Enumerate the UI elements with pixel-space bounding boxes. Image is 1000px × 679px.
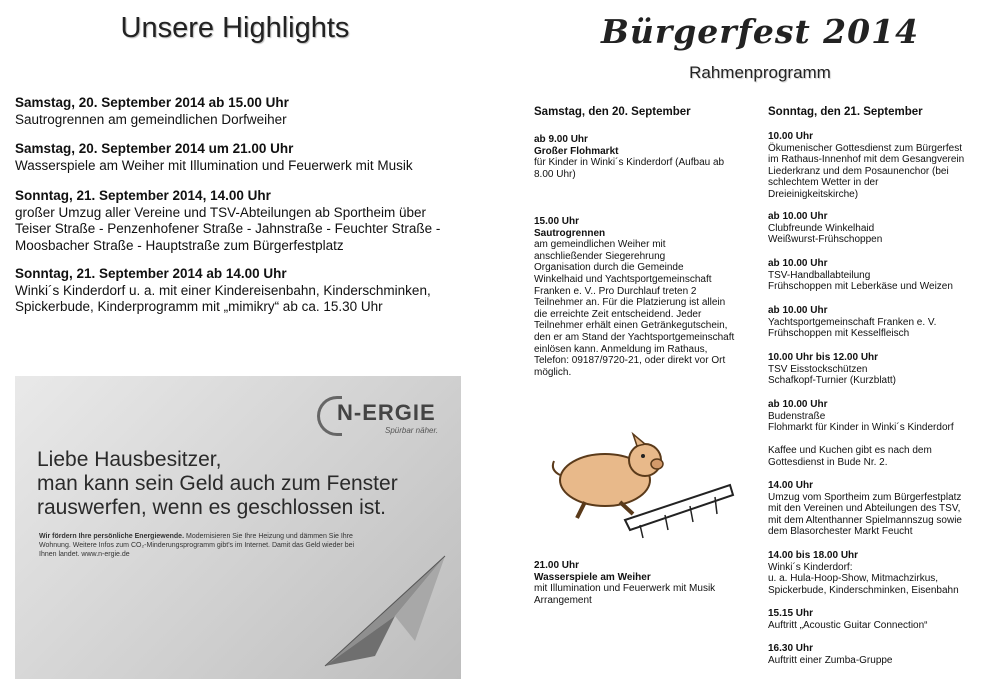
event-description: Clubfreunde Winkelhaid Weißwurst-Frühschoppen [768,222,883,246]
event-description: Ökumenischer Gottesdienst zum Bürgerfest im Rathaus-Innenhof mit dem Gesangverein Liederkranz und dem Posaunenchor (bei schlechtem Wetter in der Dreieinigkeitskirche) [768,142,965,200]
event-description: Winki´s Kinderdorf: u. a. Hula-Hoop-Show, Mitmachzirkus, Spickerbude, Kinderschminken, Eisenbahn [768,561,959,596]
ad-headline-line: man kann sein Geld auch zum Fenster [37,472,398,495]
event-description: Auftritt „Acoustic Guitar Connection“ [768,619,928,631]
event-time: 15.00 Uhr [534,216,580,227]
event-time: 16.30 Uhr [768,643,814,654]
ad-headline-line: rauswerfen, wenn es geschlossen ist. [37,496,387,519]
highlight-text: großer Umzug aller Vereine und TSV-Abteilungen ab Sportheim über Teiser Straße - Penzenhofener Straße - Jahnstraße - Feuchter Straße - Moosbacher Straße - Hauptstraße zum Bürgerfestplatz [15,204,441,253]
highlight-text: Winki´s Kinderdorf u. a. mit einer Kindereisenbahn, Kinderschminken, Spickerbude, Kinderprogramm mit „mimikry“ ab ca. 15.30 Uhr [15,282,431,314]
program-event [534,134,754,180]
program-note [768,445,990,468]
event-name: Wasserspiele am Weiher [534,571,651,583]
program-event [768,305,990,340]
event-time: 14.00 bis 18.00 Uhr [768,550,859,561]
program-event [768,608,990,631]
logo-wordmark: N-ERGIE [337,400,436,425]
highlight-item [15,188,465,254]
event-description: Auftritt einer Zumba-Gruppe [768,654,893,666]
event-description: TSV-Handballabteilung Frühschoppen mit Leberkäse und Weizen [768,269,953,293]
ad-headline [37,448,457,520]
program-event [768,399,990,434]
highlight-item [15,141,465,174]
event-time: 21.00 Uhr [534,560,580,571]
highlight-text: Wasserspiele am Weiher mit Illumination und Feuerwerk mit Musik [15,157,413,173]
event-name: Sautrogrennen [534,227,606,239]
event-name: Großer Flohmarkt [534,145,619,157]
ad-body-rest: Modernisieren Sie Ihre Heizung und dämmen Sie Ihre Wohnung. Weitere Infos zum CO₂-Minderungsprogramm gibt's im Internet. Damit das Geld wieder bei Ihnen landet. www.n-ergie.de [39,533,355,558]
highlight-item [15,266,465,316]
logo-tagline: Spürbar näher. [385,426,439,435]
event-description: mit Illumination und Feuerwerk mit Musik Arrangement [534,583,716,606]
highlights-title: Unsere Highlights [120,12,350,44]
program-event [768,480,990,538]
program-event [768,352,990,387]
event-time: 14.00 Uhr [768,480,814,491]
n-ergie-advertisement [15,376,461,679]
event-description: Budenstraße Flohmarkt für Kinder in Winki´s Kinderdorf [768,410,954,434]
program-event [534,216,754,378]
event-time: ab 10.00 Uhr [768,305,828,316]
n-ergie-logo [315,396,455,436]
program-event [768,258,990,293]
event-description: Umzug vom Sportheim zum Bürgerfestplatz mit den Vereinen und Abteilungen des TSV, mit dem Altenthanner Spielmannszug sowie dem Blasorchester Markt Feucht [768,491,962,538]
highlight-item [15,95,465,128]
highlight-heading: Sonntag, 21. September 2014, 14.00 Uhr [15,188,271,203]
ad-body-bold: Wir fördern Ihre persönliche Energiewende. [39,533,185,540]
event-time: 10.00 Uhr [768,131,814,142]
festival-title: Bürgerfest 2014 [600,12,920,51]
event-description: für Kinder in Winki´s Kinderdorf (Aufbau ab 8.00 Uhr) [534,157,725,180]
program-event [534,560,754,606]
event-time: ab 10.00 Uhr [768,258,828,269]
program-event [768,643,990,666]
program-subtitle: Rahmenprogramm [689,63,831,82]
ad-headline-line: Liebe Hausbesitzer, [37,448,222,471]
sunday-heading: Sonntag, den 21. September [768,106,923,118]
event-time: 10.00 Uhr bis 12.00 Uhr [768,352,879,363]
event-description: TSV Eisstockschützen Schafkopf-Turnier (Kurzblatt) [768,363,897,387]
event-time: ab 9.00 Uhr [534,134,588,145]
program-event [768,550,990,596]
highlight-heading: Samstag, 20. September 2014 ab 15.00 Uhr [15,95,289,110]
event-description: am gemeindlichen Weiher mit anschließender Siegerehrung Organisation durch die Gemeinde Winkelhaid und Yachtsportgemeinschaft Franken e. V.. Pro Durchlauf treten 2 Teilnehmer an. Für die Platzierung ist allein die erreichte Zeit entscheidend. Jeder Teilnehmer erhält einen Getränkegutschein, den er am Stand der Yachtsportgemeinschaft einlösen kann. Anmeldung im Rathaus, Telefon: 09187/9720-21, oder direkt vor Ort möglich. [534,239,735,378]
paper-plane-money-icon [305,546,455,676]
event-description: Yachtsportgemeinschaft Franken e. V. Frühschoppen mit Kesselfleisch [768,316,937,340]
saturday-heading: Samstag, den 20. September [534,106,691,118]
event-time: 15.15 Uhr [768,608,814,619]
pig-on-trough-illustration [545,430,735,540]
event-description: Kaffee und Kuchen gibt es nach dem Gottesdienst in Bude Nr. 2. [768,445,932,468]
highlight-text: Sautrogrennen am gemeindlichen Dorfweiher [15,111,287,127]
highlight-heading: Samstag, 20. September 2014 um 21.00 Uhr [15,141,294,156]
program-event [768,211,990,246]
program-event [768,131,990,201]
highlight-heading: Sonntag, 21. September 2014 ab 14.00 Uhr [15,266,287,281]
event-time: ab 10.00 Uhr [768,211,828,222]
event-time: ab 10.00 Uhr [768,399,828,410]
